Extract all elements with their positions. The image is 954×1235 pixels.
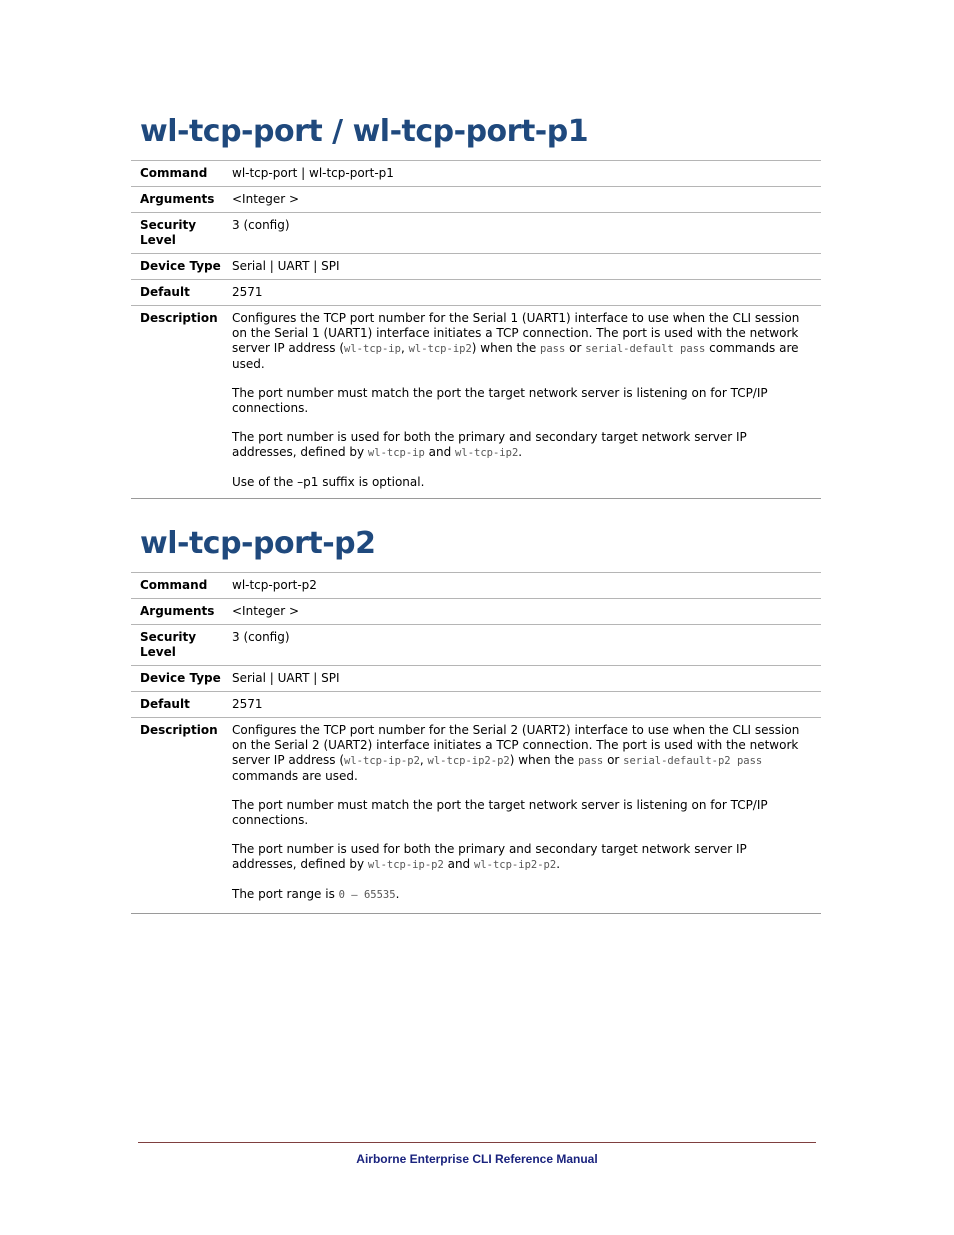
description-paragraph: The port number is used for both the primary and secondary target network server IP addresses, defined by wl-tcp-ip and wl-tcp-ip2. xyxy=(232,430,747,459)
row-value-command: wl-tcp-port | wl-tcp-port-p1 xyxy=(232,166,394,180)
row-value-default: 2571 xyxy=(232,697,263,711)
row-label-description: Description xyxy=(140,311,218,325)
code-ref: wl-tcp-ip xyxy=(344,343,401,355)
code-ref: wl-tcp-ip2-p2 xyxy=(474,859,557,871)
code-ref: wl-tcp-ip2-p2 xyxy=(427,755,510,767)
row-value-description xyxy=(232,718,821,914)
code-ref: wl-tcp-ip2 xyxy=(408,343,472,355)
description-paragraph: Use of the –p1 suffix is optional. xyxy=(232,475,425,489)
table-row xyxy=(131,280,821,306)
table-row xyxy=(131,161,821,187)
footer-divider xyxy=(138,1142,816,1143)
table-row xyxy=(131,187,821,213)
table-row xyxy=(131,599,821,625)
table-row xyxy=(131,718,821,914)
row-value-arguments: <Integer > xyxy=(232,604,300,618)
description-paragraph: Configures the TCP port number for the Serial 2 (UART2) interface to use when the CLI session on the Serial 2 (UART2) interface initiates a TCP connection. The port is used with the network server IP address (wl-tcp-ip-p2, wl-tcp-ip2-p2) when the pass or serial-default-p2 pass commands are used. xyxy=(232,723,800,783)
description-paragraph: The port number is used for both the primary and secondary target network server IP addresses, defined by wl-tcp-ip-p2 and wl-tcp-ip2-p2. xyxy=(232,842,747,871)
row-label-command: Command xyxy=(140,166,208,180)
code-ref: wl-tcp-ip xyxy=(367,447,425,459)
row-value-security: 3 (config) xyxy=(232,218,290,232)
command-table xyxy=(131,160,821,499)
row-label-arguments: Arguments xyxy=(140,192,215,206)
description-paragraph: The port number must match the port the target network server is listening on for TCP/IP connections. xyxy=(232,386,768,415)
row-label-arguments: Arguments xyxy=(140,604,215,618)
row-label-security: Security Level xyxy=(140,630,197,659)
table-row xyxy=(131,573,821,599)
table-row xyxy=(131,666,821,692)
row-value-arguments: <Integer > xyxy=(232,192,300,206)
row-value-device-type: Serial | UART | SPI xyxy=(232,671,340,685)
table-row xyxy=(131,692,821,718)
section-wl-tcp-port-p2 xyxy=(131,526,821,914)
row-value-default: 2571 xyxy=(232,285,263,299)
section-title: wl-tcp-port / wl-tcp-port-p1 xyxy=(140,114,589,149)
section-wl-tcp-port xyxy=(131,114,821,499)
table-row xyxy=(131,625,821,666)
code-ref: serial-default pass xyxy=(585,343,706,355)
row-value-device-type: Serial | UART | SPI xyxy=(232,259,340,273)
table-row xyxy=(131,306,821,499)
code-ref: pass xyxy=(540,343,566,355)
row-label-default: Default xyxy=(140,697,190,711)
row-value-security: 3 (config) xyxy=(232,630,290,644)
code-ref: 0 – 65535 xyxy=(338,889,396,901)
code-ref: wl-tcp-ip-p2 xyxy=(344,755,420,767)
row-value-command: wl-tcp-port-p2 xyxy=(232,578,317,592)
code-ref: serial-default-p2 pass xyxy=(623,755,763,767)
row-label-description: Description xyxy=(140,723,218,737)
description-paragraph: Configures the TCP port number for the Serial 1 (UART1) interface to use when the CLI session on the Serial 1 (UART1) interface initiates a TCP connection. The port is used with the network server IP address (wl-tcp-ip, wl-tcp-ip2) when the pass or serial-default pass commands are used. xyxy=(232,311,800,371)
section-title: wl-tcp-port-p2 xyxy=(140,526,376,561)
command-table xyxy=(131,572,821,914)
row-value-description xyxy=(232,306,821,499)
row-label-device-type: Device Type xyxy=(140,259,221,273)
code-ref: wl-tcp-ip2 xyxy=(455,447,519,459)
row-label-device-type: Device Type xyxy=(140,671,221,685)
table-row xyxy=(131,254,821,280)
code-ref: pass xyxy=(577,755,604,767)
row-label-command: Command xyxy=(140,578,208,592)
description-paragraph: The port range is 0 – 65535. xyxy=(232,887,400,901)
code-ref: wl-tcp-ip-p2 xyxy=(367,859,444,871)
description-paragraph: The port number must match the port the target network server is listening on for TCP/IP connections. xyxy=(232,798,768,827)
page-footer: Airborne Enterprise CLI Reference Manual xyxy=(356,1152,598,1166)
table-row xyxy=(131,213,821,254)
row-label-default: Default xyxy=(140,285,190,299)
row-label-security: Security Level xyxy=(140,218,197,247)
